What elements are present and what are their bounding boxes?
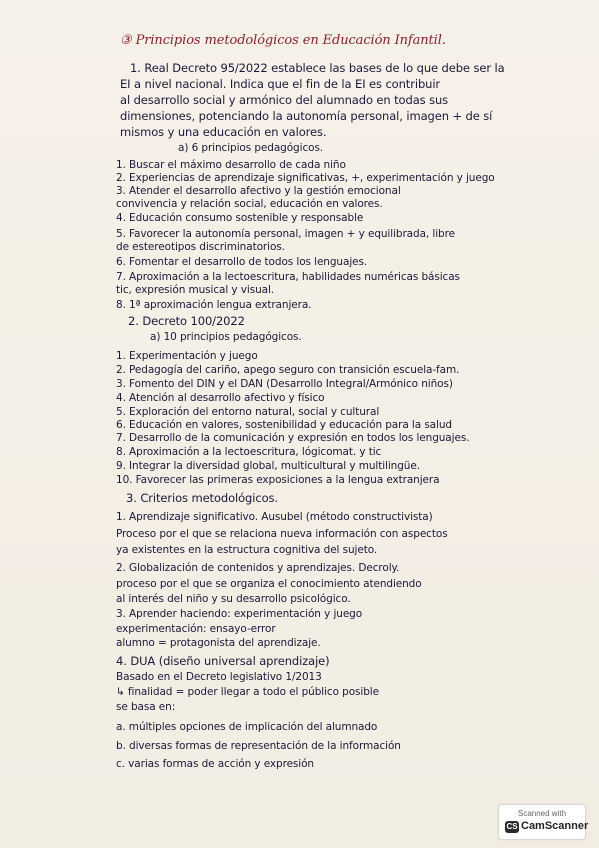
list-item: 3. Aprender haciendo: experimentación y juego xyxy=(116,608,363,620)
list-item: 8. Aproximación a la lectoescritura, lógicomat. y tic xyxy=(116,446,382,458)
list-item: se basa en: xyxy=(116,701,176,713)
list-item: Basado en el Decreto legislativo 1/2013 xyxy=(116,671,322,683)
list-item: ya existentes en la estructura cognitiva del sujeto. xyxy=(116,544,378,556)
list-item: experimentación: ensayo-error xyxy=(116,623,276,635)
watermark-brand: CamScanner xyxy=(521,820,589,832)
list-item: 10. Favorecer las primeras exposiciones a la lengua extranjera xyxy=(116,474,440,486)
list-item: 8. 1ª aproximación lengua extranjera. xyxy=(116,299,312,311)
list-item: a. múltiples opciones de implicación del alumnado xyxy=(116,721,378,733)
section-heading: a) 6 principios pedagógicos. xyxy=(178,142,324,154)
section-heading: 3. Criterios metodológicos. xyxy=(126,491,278,505)
list-item: 7. Desarrollo de la comunicación y expresión en todos los lenguajes. xyxy=(116,432,470,444)
list-item: 5. Favorecer la autonomía personal, imagen + y equilibrada, libre xyxy=(116,228,455,240)
list-item: 1. Aprendizaje significativo. Ausubel (método constructivista) xyxy=(116,511,433,523)
camscanner-logo-icon: CS xyxy=(506,822,518,831)
list-item: convivencia y relación social, educación en valores. xyxy=(116,198,383,210)
list-item: Proceso por el que se relaciona nueva información con aspectos xyxy=(116,528,448,540)
list-item: al interés del niño y su desarrollo psicológico. xyxy=(116,593,351,605)
list-item: alumno = protagonista del aprendizaje. xyxy=(116,637,321,649)
list-item: tic, expresión musical y visual. xyxy=(116,284,275,296)
list-item: 1. Buscar el máximo desarrollo de cada niño xyxy=(116,159,346,171)
camscanner-watermark xyxy=(498,804,589,840)
list-item: 3. Fomento del DIN y el DAN (Desarrollo Integral/Armónico niños) xyxy=(116,378,453,390)
watermark-caption: Scanned with xyxy=(517,809,567,818)
list-item: ↳ finalidad = poder llegar a todo el público posible xyxy=(116,686,379,698)
list-item: 2. Globalización de contenidos y aprendizajes. Decroly. xyxy=(116,562,400,574)
page-title: ③ Principios metodológicos en Educación Infantil. xyxy=(120,33,446,48)
intro-line: EI a nivel nacional. Indica que el fin de la EI es contribuir xyxy=(120,77,441,91)
list-item: 2. Experiencias de aprendizaje significativas, +, experimentación y juego xyxy=(116,172,495,184)
list-item: 4. DUA (diseño universal aprendizaje) xyxy=(116,654,330,668)
list-item: 4. Atención al desarrollo afectivo y físico xyxy=(116,392,325,404)
list-item: 3. Atender el desarrollo afectivo y la gestión emocional xyxy=(116,185,401,197)
list-item: 5. Exploración del entorno natural, social y cultural xyxy=(116,406,380,418)
intro-line: mismos y una educación en valores. xyxy=(120,125,327,139)
list-item: 6. Educación en valores, sostenibilidad y educación para la salud xyxy=(116,419,452,431)
intro-line: dimensiones, potenciando la autonomía personal, imagen + de sí xyxy=(120,109,493,123)
section-subheading: a) 10 principios pedagógicos. xyxy=(150,331,302,343)
list-item: 1. Experimentación y juego xyxy=(116,350,258,362)
list-item: 7. Aproximación a la lectoescritura, habilidades numéricas básicas xyxy=(116,271,460,283)
list-item: de estereotipos discriminatorios. xyxy=(116,241,285,253)
list-item: b. diversas formas de representación de la información xyxy=(116,740,401,752)
section-heading: 2. Decreto 100/2022 xyxy=(128,314,245,328)
intro-line: al desarrollo social y armónico del alumnado en todas sus xyxy=(120,93,449,107)
list-item: 2. Pedagogía del cariño, apego seguro con transición escuela-fam. xyxy=(116,364,460,376)
list-item: c. varias formas de acción y expresión xyxy=(116,758,314,770)
list-item: 6. Fomentar el desarrollo de todos los lenguajes. xyxy=(116,256,368,268)
list-item: 4. Educación consumo sostenible y responsable xyxy=(116,212,364,224)
intro-line: 1. Real Decreto 95/2022 establece las bases de lo que debe ser la xyxy=(130,61,505,75)
list-item: proceso por el que se organiza el conocimiento atendiendo xyxy=(116,578,422,590)
list-item: 9. Integrar la diversidad global, multicultural y multilingüe. xyxy=(116,460,420,472)
